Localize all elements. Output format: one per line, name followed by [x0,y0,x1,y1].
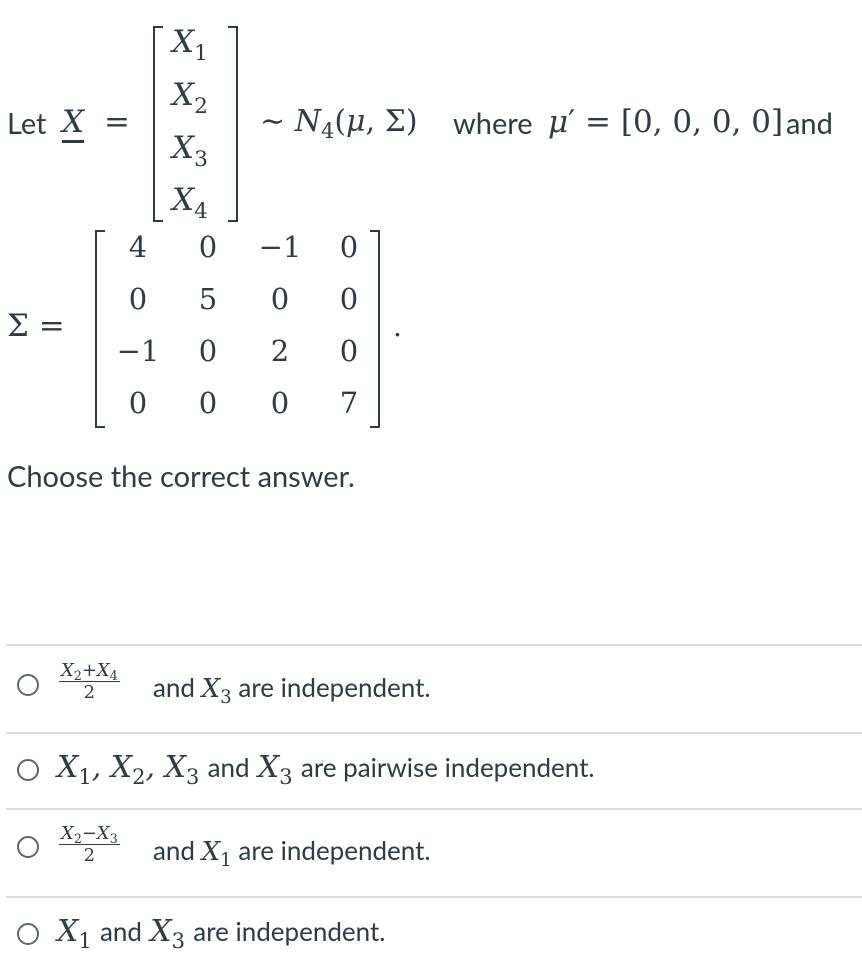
divider [6,896,862,898]
vector-entry-x1: $X_1$ [172,24,208,66]
option-3-fraction [59,823,120,866]
divider [6,644,862,646]
matrix-cell: 0 [198,230,218,264]
matrix-cell: 0 [339,282,359,316]
vector-entry-x2: $X_2$ [172,77,208,119]
option-4-label: $X_1$ and $X_3$ are independent. [57,914,386,954]
matrix-cell: 0 [270,386,290,420]
option-2-radio[interactable] [17,759,39,781]
and-label: and [786,106,833,141]
let-label: Let [7,106,47,141]
matrix-cell: 0 [270,282,290,316]
vector-symbol: X [62,104,85,140]
divider [6,732,862,734]
option-1-label: and $X_3$ are independent. [153,671,431,709]
matrix-left-bracket [95,230,105,428]
option-3-label: and $X_1$ are independent. [153,834,431,872]
matrix-cell: 7 [339,386,359,420]
matrix-cell: 0 [198,386,218,420]
equals-sign: = [104,104,130,140]
prompt-text: Choose the correct answer. [7,459,355,494]
matrix-cell: 0 [339,334,359,368]
distribution-expression: ∼ $N_4(\mu$, Σ) [260,104,418,144]
option-2-label: $X_1$, $X_2$, $X_3$ and $X_3$ are pairwise independent. [57,750,595,790]
option-1-denominator: 2 [83,682,96,703]
option-3-numerator: $X_2-X_3$ [61,823,118,847]
option-4-radio[interactable] [17,923,39,945]
matrix-cell: −1 [258,230,302,264]
option-1-numerator: $X_2+X_4$ [61,660,118,684]
vector-right-bracket [228,26,238,222]
matrix-cell: 5 [198,282,218,316]
vector-entry-x4: $X_4$ [172,182,208,224]
mu-expression: μ′ = [0, 0, 0, 0] [548,104,784,140]
matrix-cell: 2 [270,334,290,368]
option-3-radio[interactable] [17,836,39,858]
matrix-cell: 0 [339,230,359,264]
option-3-denominator: 2 [83,845,96,866]
where-label: where [453,106,533,141]
matrix-cell: 4 [128,230,148,264]
matrix-cell: −1 [116,334,160,368]
matrix-period: . [393,310,402,343]
option-1-radio[interactable] [17,674,39,696]
divider [6,808,862,810]
vector-left-bracket [153,26,163,222]
matrix-cell: 0 [198,334,218,368]
vector-entry-x3: $X_3$ [172,130,208,172]
option-1-fraction [59,660,120,703]
matrix-cell: 0 [128,282,148,316]
matrix-cell: 0 [128,386,148,420]
sigma-label: Σ = [7,308,65,344]
